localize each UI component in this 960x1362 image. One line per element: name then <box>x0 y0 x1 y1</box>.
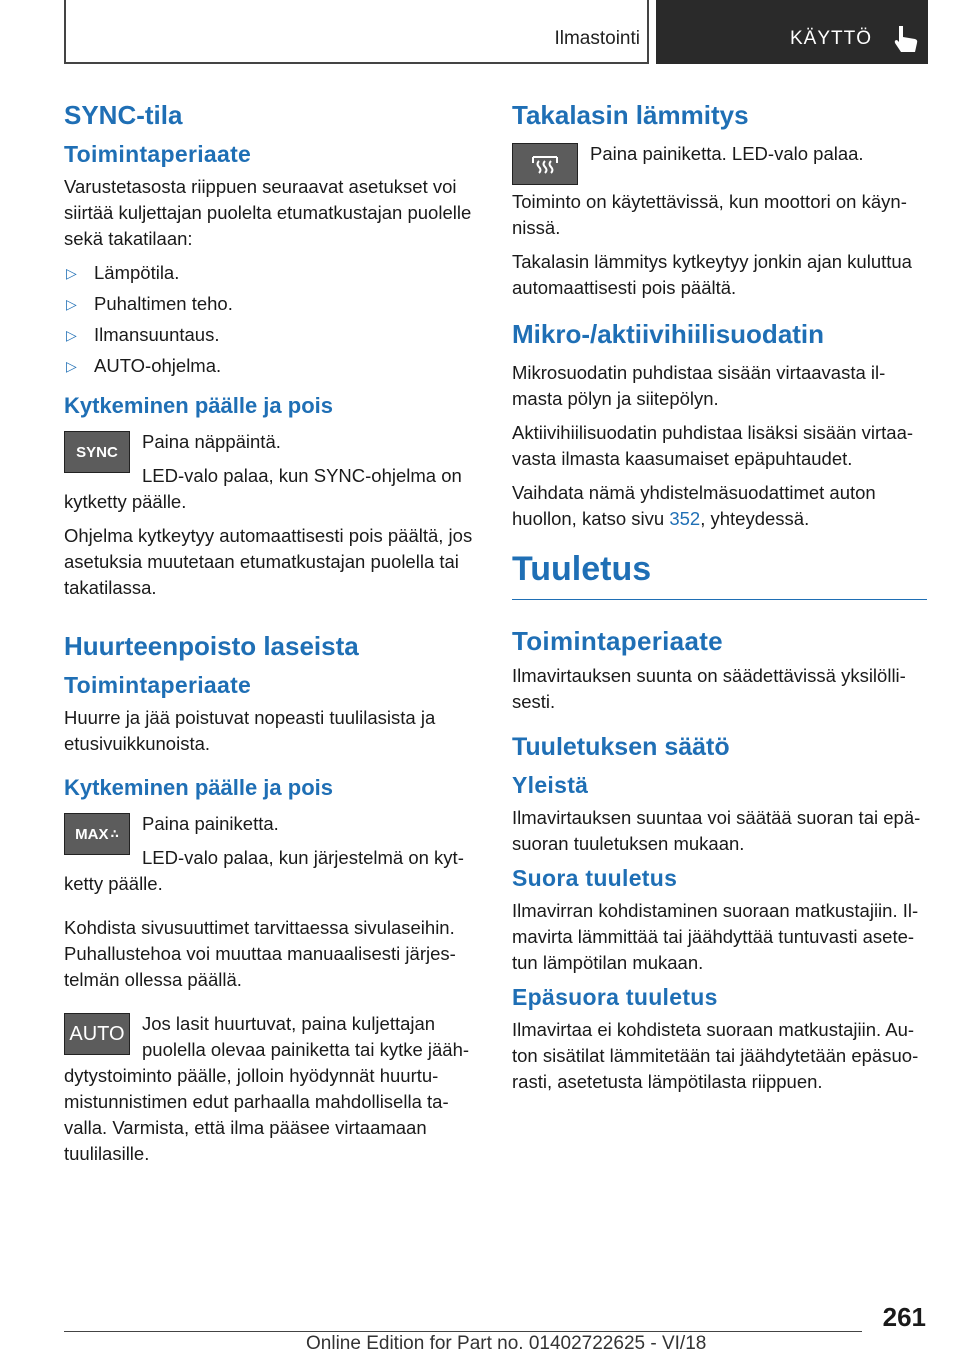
list-item: ▷ Puhaltimen teho. <box>64 291 479 317</box>
auto-step-block <box>64 1011 479 1175</box>
direct-title: Suora tuuletus <box>512 865 678 891</box>
sync-step-block <box>64 429 479 523</box>
left-column <box>64 100 479 1175</box>
header-section-title: Ilmastointi <box>554 28 640 49</box>
max-defrost-button-icon: MAX ∴ <box>64 813 130 855</box>
indirect-title: Epäsuora tuuletus <box>512 984 718 1010</box>
ventilation-title: Tuuletus <box>512 550 927 600</box>
rear-text-1: Toiminto on käytettävissä, kun moottori on käynnissä. <box>512 191 907 238</box>
page-link[interactable]: 352 <box>669 508 701 529</box>
rear-window-title: Takalasin lämmitys <box>512 100 749 130</box>
page-number: 261 <box>882 1302 926 1332</box>
right-column <box>512 100 927 1103</box>
bullet-triangle-icon: ▷ <box>66 358 77 374</box>
rear-defrost-glyph <box>530 153 560 175</box>
sync-step-1: Paina näppäintä. <box>142 431 281 452</box>
defrost-switch-title: Kytkeminen päälle ja pois <box>64 775 333 800</box>
filter-text-1: Mikrosuodatin puhdistaa sisään virtaavasta ilmasta pölyn ja siitepölyn. <box>512 362 886 409</box>
header-chapter-title: KÄYTTÖ <box>790 28 873 49</box>
sync-step-2: LED-valo palaa, kun SYNC-ohjelma on kytketty päälle. <box>64 465 462 512</box>
sync-note: Ohjelma kytkeytyy automaattisesti pois päältä, jos asetuksia muutetaan etumatkustajan puolella tai takatilassa. <box>64 525 473 598</box>
defrost-step-1: Paina painiketta. <box>142 813 279 834</box>
direct-text: Ilmavirran kohdistaminen suoraan matkustajiin. Ilmavirta lämmittää tai jäähdyttää tuntuvasti asetetun lämpötilan mukaan. <box>512 900 919 973</box>
defrost-principle-text: Huurre ja jää poistuvat nopeasti tuulilasista ja etusivuikkunoista. <box>64 707 436 754</box>
general-text: Ilmavirtauksen suuntaa voi säätää suoran tai epäsuoran tuuletuksen mukaan. <box>512 807 921 854</box>
bullet-triangle-icon: ▷ <box>66 327 77 343</box>
rear-window-heating-icon <box>512 143 578 185</box>
bullet-triangle-icon: ▷ <box>66 296 77 312</box>
sync-settings-list <box>64 260 479 379</box>
list-item: ▷ Ilmansuuntaus. <box>64 322 479 348</box>
rear-step-1: Paina painiketta. LED-valo palaa. <box>590 143 864 164</box>
defrost-principle-title: Toimintaperiaate <box>64 672 252 698</box>
auto-text: Jos lasit huurtuvat, paina kuljettajan puolella olevaa painiketta tai kytke jäähdytystoiminto päälle, jolloin hyödynnät huurtumistunnistimen edut parhaalla mahdollisella tavalla. Varmista, että ilma pääsee virtaamaan tuulilasille. <box>64 1013 470 1164</box>
filter-text-3: Vaihdata nämä yhdistelmäsuodattimet auton huollon, katso sivu 352, yhteydessä. <box>512 482 876 529</box>
defrost-step-block <box>64 811 479 905</box>
sync-switch-title: Kytkeminen päälle ja pois <box>64 393 333 418</box>
filter-text-2: Aktiivihiilisuodatin puhdistaa lisäksi sisään virtaavasta ilmasta kaasumaiset epäpuhtaudet. <box>512 422 914 469</box>
sync-principle-title: Toimintaperiaate <box>64 141 252 167</box>
indirect-text: Ilmavirtaa ei kohdisteta suoraan matkustajiin. Auton sisätilat lämmitetään tai jäähdytetään epäsuorasti, asetetusta lämpötilasta riippuen. <box>512 1019 919 1092</box>
list-item: ▷ AUTO-ohjelma. <box>64 353 479 379</box>
sync-title: SYNC-tila <box>64 100 183 130</box>
auto-button-icon: AUTO <box>64 1013 130 1055</box>
defrost-step-2: LED-valo palaa, kun järjestelmä on kytketty päälle. <box>64 847 464 894</box>
sync-button-icon: SYNC <box>64 431 130 473</box>
general-title: Yleistä <box>512 772 589 798</box>
footer-edition: Online Edition for Part no. 01402722625 - VI/18 <box>306 1333 707 1354</box>
defrost-note: Kohdista sivusuuttimet tarvittaessa sivulaseihin. Puhallustehoa voi muuttaa manuaalisesti järjestelmän ollessa päällä. <box>64 917 456 990</box>
hand-pointer-icon <box>893 24 921 54</box>
vent-principle-text: Ilmavirtauksen suunta on säädettävissä yksilöllisesti. <box>512 665 906 712</box>
footer-divider <box>64 1331 862 1332</box>
filter-title: Mikro-/aktiivihiilisuodatin <box>512 319 825 349</box>
defrost-title: Huurteenpoisto laseista <box>64 631 359 661</box>
rear-text-2: Takalasin lämmitys kytkeytyy jonkin ajan kuluttua automaattisesti pois päältä. <box>512 251 912 298</box>
list-item: ▷ Lämpötila. <box>64 260 479 286</box>
sync-principle-text: Varustetasosta riippuen seuraavat asetukset voi siirtää kuljettajan puolelta etumatkustajan puolelle sekä takatilaan: <box>64 176 472 249</box>
bullet-triangle-icon: ▷ <box>66 265 77 281</box>
vent-adjust-title: Tuuletuksen säätö <box>512 733 730 761</box>
rear-step-block <box>512 141 927 189</box>
vent-principle-title: Toimintaperiaate <box>512 626 723 656</box>
